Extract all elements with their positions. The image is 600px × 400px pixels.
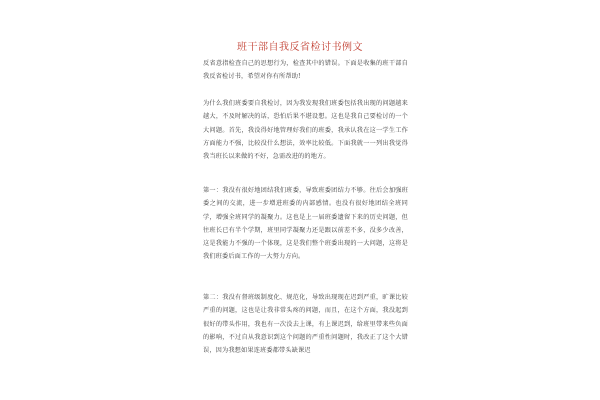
paragraph-3: 第二：我没有督班级制度化、规范化，导致出现现在迟到严重，旷课比较严重的问题，这也是让我非常头疼的问题，而且，在这个方面，我没起到很好的带头作用，我也有一次没去上课，有上课迟到，给班里带来些负面的影响，不过自从我意识到这个问题的严重性问题时，我改正了这个大错误，因为我想如果连班委都带头缺课迟 (203, 294, 408, 355)
paragraph-intro: 反省意指检查自己的思想行为，检查其中的错误。下面是收集的班干部自我反省检讨书，希望对你有所帮助! (203, 60, 408, 81)
paragraph-1: 为什么我们班委要自我检讨，因为我发现我们班委包括我出现的问题越来越大，不及时解决的话，恐怕后果不堪设想。这也是我自己要检讨的一个大问题。首先，我没得好地管理好我们的班委，我承认我在这一学生工作方面能力不强，比较没什么想法，效率比较低。下面我就一一列出我觉得我当班长以来做的不好，急需改进的的地方。 (203, 100, 408, 161)
document-title: 班干部自我反省检讨书例文 (237, 42, 363, 53)
paragraph-2: 第一：我没有很好地团结我们班委，导致班委团结力不够。往后会加强班委之间的交流，进一步增进班委的内部感情。也没有很好地团结全班同学，增强全班同学的凝聚力。这也是上一届班委遗留下来的历史问题，但往班长已有半个学期，班里同学凝聚力还是跟以前差不多，没多少改善，这是我能力不强的一个体现，这是我们整个班委出现的一大问题，这将是我们班委后面工作的一大努力方向。 (203, 187, 408, 261)
